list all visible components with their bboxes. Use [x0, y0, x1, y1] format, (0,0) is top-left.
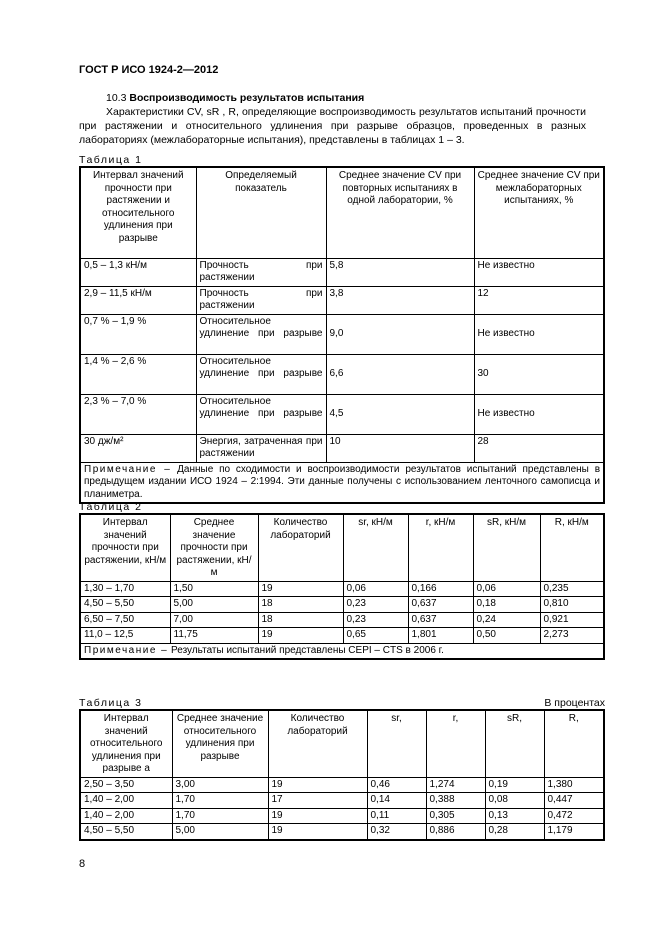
section-heading	[79, 91, 586, 105]
note-text: Данные по сходимости и воспроизводимости результатов испытаний представлены в предыдущем издании ИСО 1924 – 2:1994. Эти данные получены с использованием ленточного самописца и планиметра.	[84, 463, 601, 500]
table-cell: 6,50 – 7,50	[80, 612, 170, 628]
table-cell: 0,447	[544, 793, 604, 809]
table-cell: 1,4 % – 2,6 %	[80, 354, 196, 394]
table-cell: 1,70	[172, 808, 268, 824]
table-cell: 0,7 % – 1,9 %	[80, 314, 196, 354]
table-cell: 0,19	[485, 777, 544, 793]
table-cell: 0,46	[367, 777, 426, 793]
table-row	[80, 354, 604, 394]
table-cell: 9,0	[326, 314, 474, 354]
table-cell: 0,886	[426, 824, 485, 840]
table2-note	[80, 643, 604, 659]
table-cell: Относительное удлинение при разрыве	[196, 354, 326, 394]
table3-header-interval: Интервал значений относительного удлинения при разрыве a	[80, 710, 172, 777]
table3-header-labs: Количество лабораторий	[268, 710, 367, 777]
table-cell: 2,273	[540, 628, 604, 644]
table-cell: 0,810	[540, 597, 604, 613]
table-cell: 0,235	[540, 581, 604, 597]
table-cell: Прочность при растяжении	[196, 258, 326, 286]
table-cell: 12	[474, 286, 604, 314]
table-cell: 1,50	[170, 581, 258, 597]
table-cell: 19	[268, 777, 367, 793]
table-cell: Относительное удлинение при разрыве	[196, 394, 326, 434]
table-cell: 0,388	[426, 793, 485, 809]
table2	[79, 513, 605, 660]
table-cell: 4,5	[326, 394, 474, 434]
table3-header-mean: Среднее значение относительного удлинения при разрыве	[172, 710, 268, 777]
table-cell: 18	[258, 597, 343, 613]
table-cell: 5,00	[172, 824, 268, 840]
table2-caption: Таблица 2	[79, 501, 143, 513]
table-row	[80, 612, 604, 628]
table-cell: 1,40 – 2,00	[80, 808, 172, 824]
table1-header-indicator: Определяемый показатель	[196, 167, 326, 258]
table-row	[80, 434, 604, 462]
table-cell: 1,801	[408, 628, 473, 644]
table-cell: 11,0 – 12,5	[80, 628, 170, 644]
table3-caption: Таблица 3	[79, 697, 143, 709]
table-cell: Не известно	[474, 314, 604, 354]
table-cell: 30	[474, 354, 604, 394]
table-cell: 0,65	[343, 628, 408, 644]
table-cell: 0,28	[485, 824, 544, 840]
table-cell: 0,24	[473, 612, 540, 628]
table3-unit-label: В процентах	[544, 697, 605, 709]
table-cell: 0,06	[473, 581, 540, 597]
table3-header-R: R,	[544, 710, 604, 777]
table2-header-sr: sr, кН/м	[343, 514, 408, 581]
table-cell: 0,472	[544, 808, 604, 824]
table2-header-sR: sR, кН/м	[473, 514, 540, 581]
table1	[79, 166, 605, 504]
section-title: Воспроизводимость результатов испытания	[129, 92, 365, 104]
table1-header-interval: Интервал значений прочности при растяжении и относительного удлинения при разрыве	[80, 167, 196, 258]
table-cell: 5,00	[170, 597, 258, 613]
table-cell: 1,70	[172, 793, 268, 809]
table2-header-mean: Среднее значение прочности при растяжении, кН/м	[170, 514, 258, 581]
table-cell: 4,50 – 5,50	[80, 597, 170, 613]
table-cell: 10	[326, 434, 474, 462]
table-cell: 3,8	[326, 286, 474, 314]
document-header: ГОСТ Р ИСО 1924-2—2012	[79, 64, 219, 76]
table-cell: 0,50	[473, 628, 540, 644]
table-row	[80, 824, 604, 840]
table1-header-cv-inter: Среднее значение CV при межлабораторных испытаниях, %	[474, 167, 604, 258]
table-cell: 0,23	[343, 597, 408, 613]
table2-header-interval: Интервал значений прочности при растяжении, кН/м	[80, 514, 170, 581]
table-row	[80, 628, 604, 644]
table-cell: Относительное удлинение при разрыве	[196, 314, 326, 354]
table-cell: Энергия, затраченная при растяжении	[196, 434, 326, 462]
table-cell: 17	[268, 793, 367, 809]
table2-header-r: r, кН/м	[408, 514, 473, 581]
table-cell: 19	[268, 824, 367, 840]
table-row	[80, 314, 604, 354]
table-cell: 18	[258, 612, 343, 628]
table-row	[80, 258, 604, 286]
table-cell: 0,11	[367, 808, 426, 824]
note-label: Примечание –	[84, 463, 172, 475]
table-cell: 0,13	[485, 808, 544, 824]
table-row	[80, 581, 604, 597]
table-cell: 2,50 – 3,50	[80, 777, 172, 793]
table-cell: 1,40 – 2,00	[80, 793, 172, 809]
table-row	[80, 777, 604, 793]
table-cell: 0,637	[408, 597, 473, 613]
table-row	[80, 286, 604, 314]
table-cell: Прочность при растяжении	[196, 286, 326, 314]
table-cell: Не известно	[474, 394, 604, 434]
table2-header-labs: Количество лабораторий	[258, 514, 343, 581]
table-cell: 0,5 – 1,3 кН/м	[80, 258, 196, 286]
table1-header-cv-repeat: Среднее значение CV при повторных испытаниях в одной лаборатории, %	[326, 167, 474, 258]
table-cell: 7,00	[170, 612, 258, 628]
table-cell: 1,274	[426, 777, 485, 793]
table-cell: 28	[474, 434, 604, 462]
table3-header-sr: sr,	[367, 710, 426, 777]
table-cell: 2,9 – 11,5 кН/м	[80, 286, 196, 314]
table1-note	[80, 462, 604, 503]
note-text: Результаты испытаний представлены CEPI – CTS в 2006 г.	[171, 644, 444, 656]
table-row	[80, 808, 604, 824]
table3-header-r: r,	[426, 710, 485, 777]
table-cell: 0,305	[426, 808, 485, 824]
table-cell: 1,380	[544, 777, 604, 793]
table-row	[80, 394, 604, 434]
table3-header-sR: sR,	[485, 710, 544, 777]
page-number: 8	[79, 858, 86, 870]
table-cell: 4,50 – 5,50	[80, 824, 172, 840]
table-cell: 19	[268, 808, 367, 824]
table-cell: 19	[258, 628, 343, 644]
table-cell: 2,3 % – 7,0 %	[80, 394, 196, 434]
table2-header-R: R, кН/м	[540, 514, 604, 581]
table-cell: 0,14	[367, 793, 426, 809]
table-cell: 0,06	[343, 581, 408, 597]
table-cell: 1,179	[544, 824, 604, 840]
section-10-3	[79, 91, 586, 147]
table-cell: 0,18	[473, 597, 540, 613]
table-cell: Не известно	[474, 258, 604, 286]
note-label: Примечание –	[84, 644, 169, 656]
section-body: Характеристики CV, sR , R, определяющие воспроизводимость результатов испытаний прочности при растяжении и относительного удлинения при разрыве образцов, проведенных в разных лабораториях (межлабораторные испытания), представлены в таблицах 1 – 3.	[79, 106, 586, 146]
table-cell: 0,166	[408, 581, 473, 597]
table-cell: 3,00	[172, 777, 268, 793]
table-cell: 0,32	[367, 824, 426, 840]
table-cell: 6,6	[326, 354, 474, 394]
table-cell: 0,921	[540, 612, 604, 628]
table-cell: 19	[258, 581, 343, 597]
table-cell: 11,75	[170, 628, 258, 644]
table3	[79, 709, 605, 841]
table-cell: 5,8	[326, 258, 474, 286]
table-row	[80, 793, 604, 809]
table1-caption: Таблица 1	[79, 154, 143, 166]
table-cell: 30 дж/м²	[80, 434, 196, 462]
section-number: 10.3	[106, 92, 127, 104]
table-cell: 0,08	[485, 793, 544, 809]
table-cell: 0,637	[408, 612, 473, 628]
table-cell: 1,30 – 1,70	[80, 581, 170, 597]
table-cell: 0,23	[343, 612, 408, 628]
table-row	[80, 597, 604, 613]
